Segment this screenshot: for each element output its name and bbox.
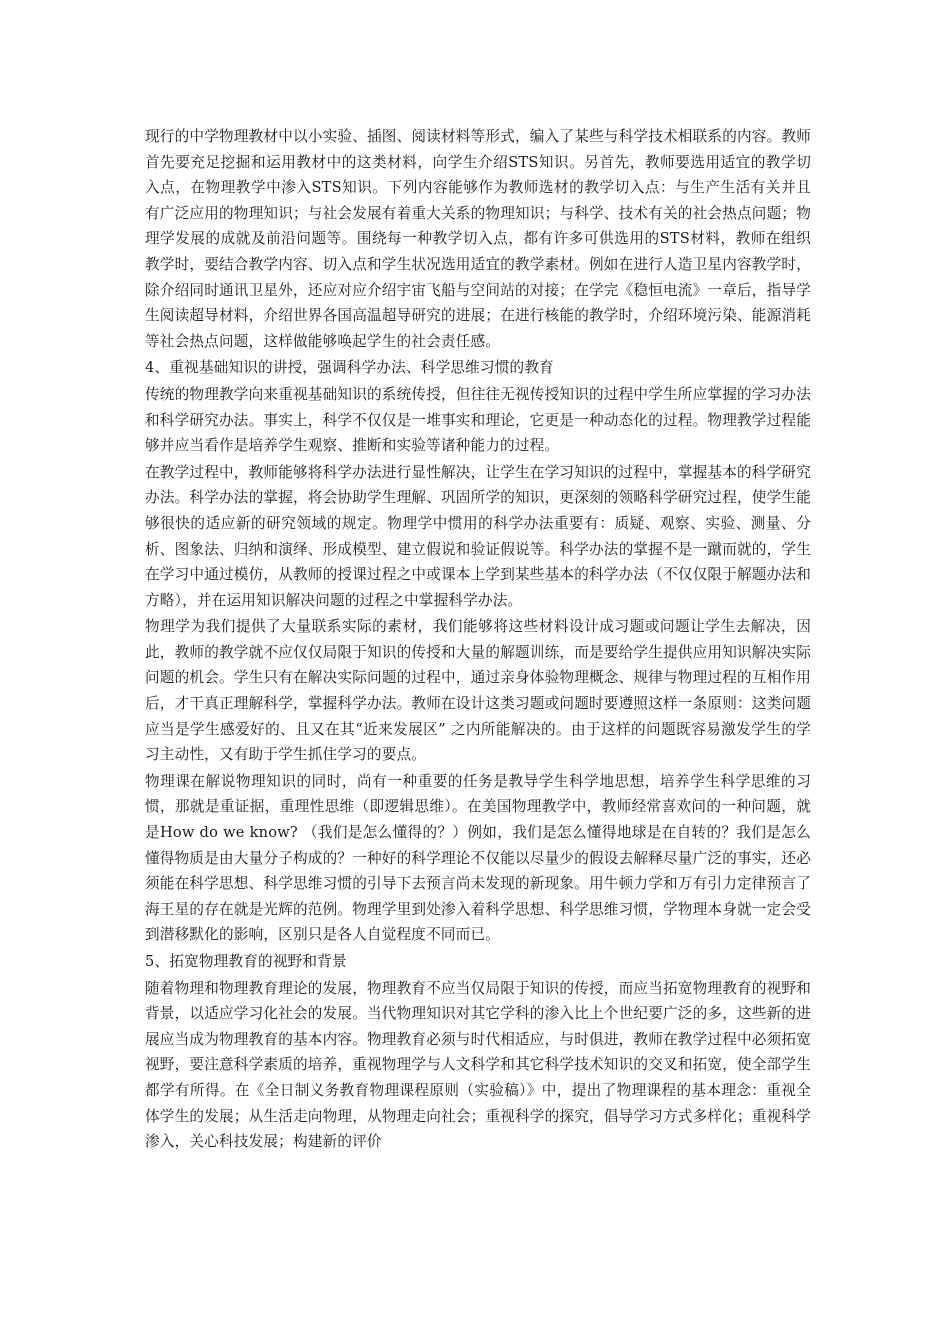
section-heading-4: 4、重视基础知识的讲授，强调科学办法、科学思维习惯的教育: [145, 359, 554, 377]
paragraph-practical-problems: 物理学为我们提供了大量联系实际的素材，我们能够将这些材料设计成习题或问题让学生去解决，因此，教师的教学就不应仅仅局限于知识的传授和大量的解题训练，而是要给学生提供应用知识解决实际问题的机会。学生只有在解决实际问题的过程中，通过亲身体验物理概念、规律与物理过程的互相作用后，才干真正理解科学，掌握科学办法。教师在设计这类习题或问题时要遵照这样一条原则：这类问题应当是学生感爱好的、且又在其“近来发展区” 之内所能解决的。由于这样的问题既容易激发学生的学习主动性，又有助于学生抓住学习的要点。: [145, 618, 811, 764]
paragraph-scientific-thinking: 物理课在解说物理知识的同时，尚有一种重要的任务是教导学生科学地思想，培养学生科学思维的习惯，那就是重证据，重理性思维（即逻辑思维）。在美国物理教学中，教师经常喜欢问的一种问题，就是How do we know? （我们是怎么懂得的？）例如，我们是怎么懂得地球是在自转的？我们是怎么懂得物质是由大量分子构成的？一种好的科学理论不仅能以尽量少的假设去解释尽量广泛的事实，还必须能在科学思想、科学思维习惯的引导下去预言尚未发现的新现象。用牛顿力学和万有引力定律预言了海王星的存在就是光辉的范例。物理学里到处渗入着科学思想、科学思维习惯，学物理本身就一定会受到潜移默化的影响，区别只是各人自觉程度不同而已。: [145, 772, 811, 944]
document-page: [145, 124, 811, 1156]
paragraph-scientific-methods: 在教学过程中，教师能够将科学办法进行显性解决，让学生在学习知识的过程中，掌握基本的科学研究办法。科学办法的掌握，将会协助学生理解、巩固所学的知识，更深刻的领略科学研究过程，使学生能够很快的适应新的研究领域的规定。物理学中惯用的科学办法重要有：质疑、观察、实验、测量、分析、图象法、归纳和演绎、形成模型、建立假说和验证假说等。科学办法的掌握不是一蹴而就的，学生在学习中通过模仿，从教师的授课过程之中或课本上学到某些基本的科学办法（不仅仅限于解题办法和方略），并在运用知识解决问题的过程之中掌握科学办法。: [145, 463, 811, 609]
paragraph-sts-materials: 现行的中学物理教材中以小实验、插图、阅读材料等形式，编入了某些与科学技术相联系的内容。教师首先要充足挖掘和运用教材中的这类材料，向学生介绍STS知识。另首先，教师要选用适宜的教学切入点，在物理教学中渗入STS知识。下列内容能够作为教师选材的教学切入点：与生产生活有关并且有广泛应用的物理知识；与社会发展有着重大关系的物理知识；与科学、技术有关的社会热点问题；物理学发展的成就及前沿问题等。围绕每一种教学切入点，都有许多可供选用的STS材料，教师在组织教学时，要结合教学内容、切入点和学生状况选用适宜的教学素材。例如在进行人造卫星内容教学时，除介绍同时通讯卫星外，还应对应介绍宇宙飞船与空间站的对接；在学完《稳恒电流》一章后，指导学生阅读超导材料，介绍世界各国高温超导研究的进展；在进行核能的教学时，介绍环境污染、能源消耗等社会热点问题，这样做能够唤起学生的社会责任感。: [145, 128, 811, 350]
paragraph-traditional-teaching: 传统的物理教学向来重视基础知识的系统传授，但往往无视传授知识的过程中学生所应掌握的学习办法和科学研究办法。事实上，科学不仅仅是一堆事实和理论，它更是一种动态化的过程。物理教学过程能够并应当看作是培养学生观察、推断和实验等诸种能力的过程。: [145, 385, 811, 455]
section-heading-5: 5、拓宽物理教育的视野和背景: [145, 953, 347, 970]
paragraph-broaden-vision: 随着物理和物理教育理论的发展，物理教育不应当仅局限于知识的传授，而应当拓宽物理教育的视野和背景，以适应学习化社会的发展。当代物理知识对其它学科的渗入比上个世纪要广泛的多，这些新的进展应当成为物理教育的基本内容。物理教育必须与时代相适应，与时俱进，教师在教学过程中必须拓宽视野，要注意科学素质的培养，重视物理学与人文科学和其它科学技术知识的交叉和拓宽，使全部学生都学有所得。在《全日制义务教育物理课程原则（实验稿）》中，提出了物理课程的基本理念：重视全体学生的发展；从生活走向物理，从物理走向社会；重视科学的探究，倡导学习方式多样化；重视科学渗入，关心科技发展；构建新的评价: [145, 979, 811, 1151]
